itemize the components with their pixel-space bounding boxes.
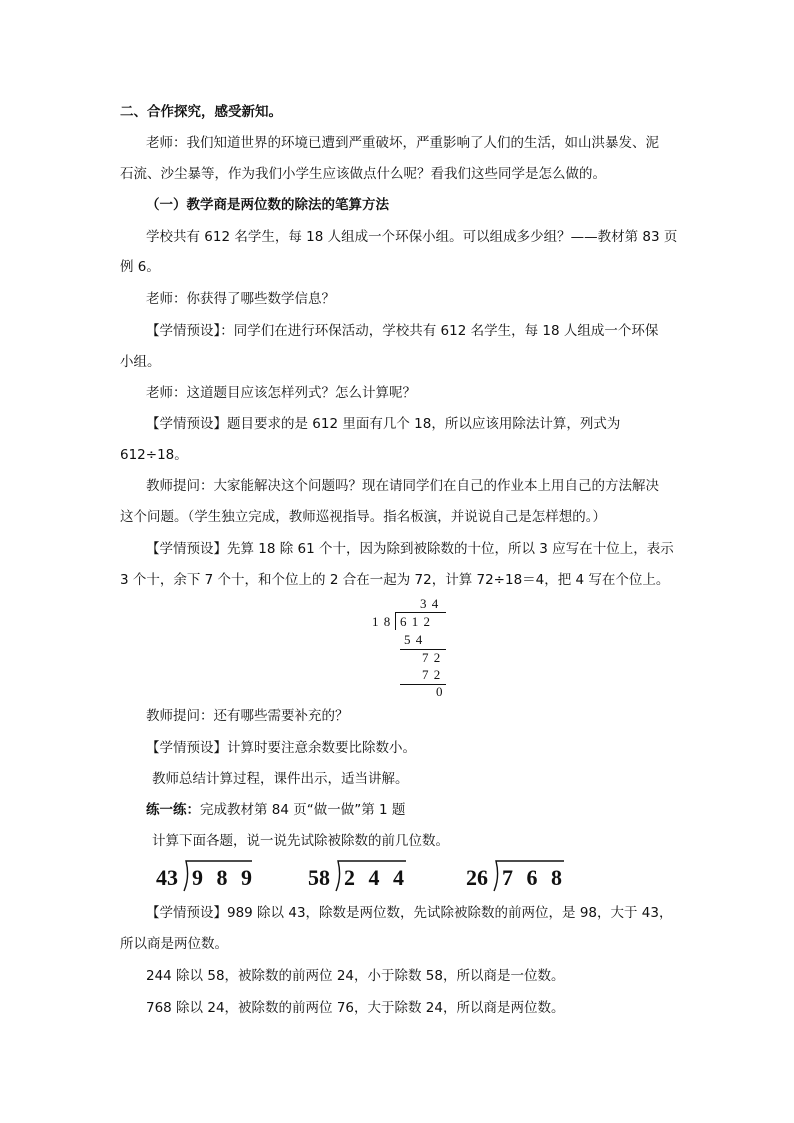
paragraph-line: 768 除以 24，被除数的前两位 76，大于除数 24，所以商是两位数。 [146,1000,565,1016]
paragraph-line: 学校共有 612 名学生，每 18 人组成一个环保小组。可以组成多少组？——教材第 83 页 [146,229,678,245]
paragraph-line: 244 除以 58，被除数的前两位 24，小于除数 58，所以商是一位数。 [146,968,565,984]
practice-divisor: 58 [308,865,330,890]
subsection-title: （一）教学商是两位数的除法的笔算方法 [146,197,389,213]
step-remainder-1: 7 2 [422,650,442,665]
practice-divisor: 26 [466,865,488,890]
paragraph-line: 【学情预设】989 除以 43，除数是两位数，先试除被除数的前两位，是 98，大于 43， [146,905,673,921]
paragraph-line: 教师提问：大家能解决这个问题吗？现在请同学们在自己的作业本上用自己的方法解决 [146,478,659,494]
practice-label: 练一练： [146,802,200,818]
paragraph-line: 教师提问：还有哪些需要补充的？ [146,708,349,724]
paragraph-line: 【学情预设】先算 18 除 61 个十，因为除到被除数的十位，所以 3 应写在十位上，表示 [146,541,674,557]
paragraph-line: 【学情预设】计算时要注意余数要比除数小。 [146,740,416,756]
dividend: 6 1 2 [400,614,431,629]
practice-problem-1 [156,865,256,891]
practice-dividend: 2 4 4 [344,865,408,890]
paragraph-line: 石流、沙尘暴等，作为我们小学生应该做点什么呢？看我们这些同学是怎么做的。 [120,166,606,182]
division-bar [396,612,446,613]
practice-dividend: 9 8 9 [192,865,256,890]
paragraph-line: 计算下面各题，说一说先试除被除数的前几位数。 [152,833,449,849]
paragraph-line: 教师总结计算过程，课件出示，适当讲解。 [152,771,409,787]
practice-problem-2 [308,865,408,891]
paragraph-line: 老师：我们知道世界的环境已遭到严重破坏，严重影响了人们的生活，如山洪暴发、泥 [146,135,659,151]
practice-divisor: 43 [156,865,178,890]
division-bracket [395,612,396,630]
paragraph-line: 【学情预设】：同学们在进行环保活动，学校共有 612 名学生，每 18 人组成一个环保 [146,323,659,339]
paragraph-line: 3 个十，余下 7 个十，和个位上的 2 合在一起为 72，计算 72÷18＝4，把 4 写在个位上。 [120,572,670,588]
paragraph-line: 这个问题。（学生独立完成，教师巡视指导。指名板演，并说说自己是怎样想的。） [120,509,606,525]
final-remainder: 0 [436,684,444,699]
paragraph-line: 小组。 [120,354,161,370]
long-division [360,596,470,700]
section-title: 二、合作探究，感受新知。 [120,104,282,120]
practice-heading-text: 完成教材第 84 页“做一做”第 1 题 [200,802,406,818]
step-product-1: 5 4 [404,632,424,647]
practice-heading [146,801,405,819]
practice-problem-3 [466,865,566,891]
quotient: 3 4 [420,596,440,611]
paragraph-line: 老师：你获得了哪些数学信息？ [146,291,335,307]
paragraph-line: 612÷18。 [120,447,188,463]
paragraph-line: 所以商是两位数。 [120,936,228,952]
practice-dividend: 7 6 8 [502,865,566,890]
step-product-2: 7 2 [422,667,442,682]
divisor: 1 8 [372,614,392,629]
paragraph-line: 老师：这道题目应该怎样列式？怎么计算呢？ [146,385,416,401]
paragraph-line: 【学情预设】题目要求的是 612 里面有几个 18，所以应该用除法计算，列式为 [146,416,621,432]
paragraph-line: 例 6。 [120,259,160,275]
